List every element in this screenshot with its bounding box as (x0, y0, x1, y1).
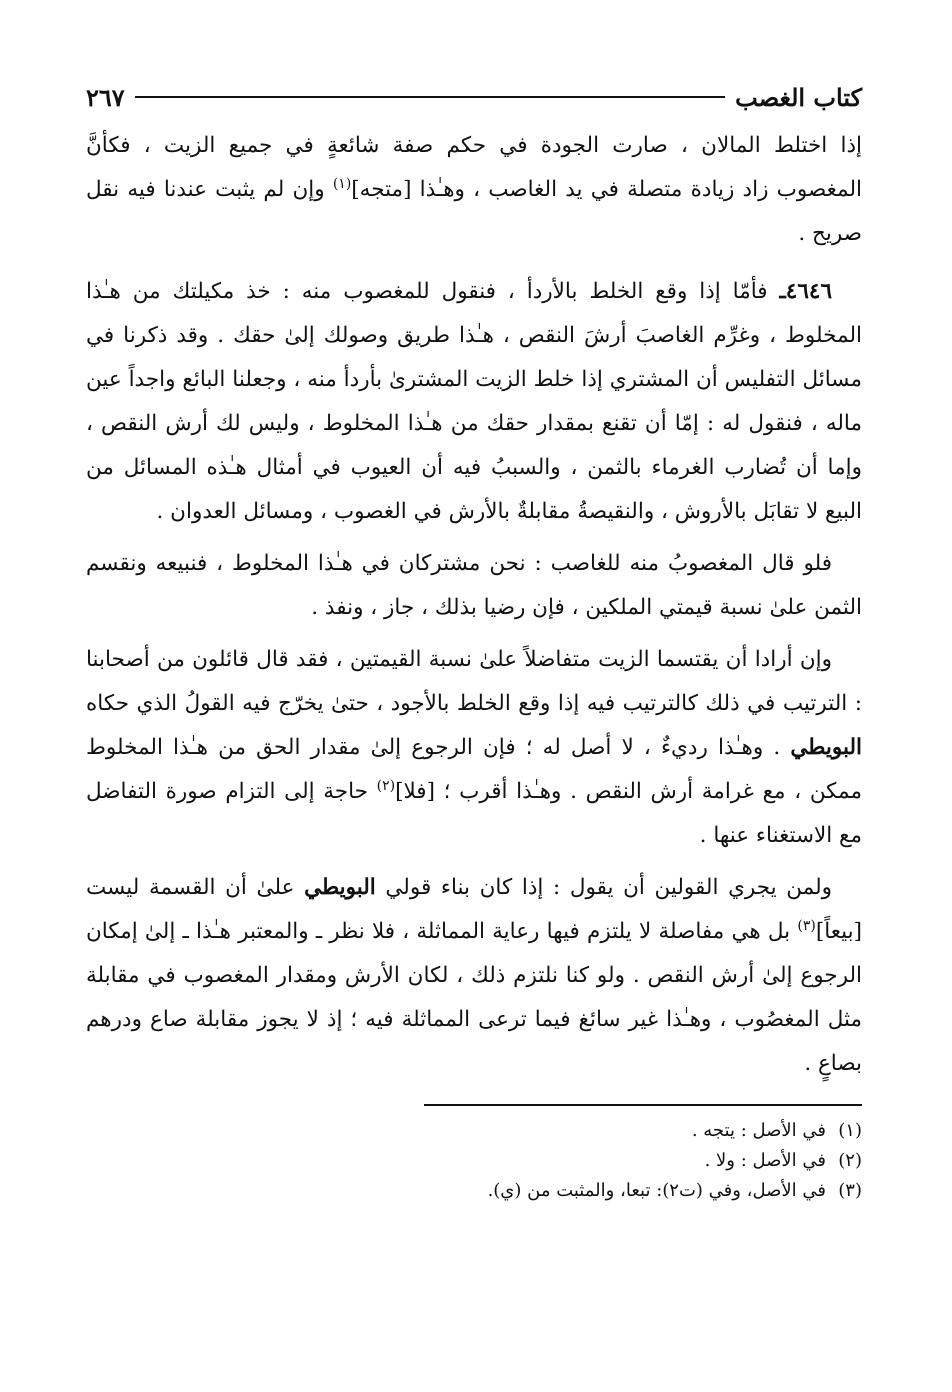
name-buwayti: البويطي (304, 875, 376, 900)
footnote-ref-2: (٢) (376, 777, 396, 794)
running-header (86, 70, 862, 124)
footnote-1: (١)في الأصل : يتجه . (691, 1119, 862, 1141)
chapter-title: كتاب الغصب (735, 82, 862, 112)
footnote-ref-1: (١) (332, 175, 352, 192)
header-rule (135, 96, 725, 98)
name-buwayti: البويطي (790, 735, 862, 760)
footnote-ref-3: (٣) (797, 917, 816, 934)
issue-number: ٤٦٤٦ـ (779, 279, 832, 304)
page-number: ٢٦٧ (86, 82, 125, 112)
footnote-divider (424, 1104, 862, 1106)
paragraph-5: ولمن يجري القولين أن يقول : إذا كان بناء قولي البويطي علىٰ أن القسمة ليست [بيعاً]$^{(٣)}$ بل هي مفاصلة لا يلتزم فيها رعاية المماثلة ، فلا نظر ـ والمعتبر هـٰذا ـ إلىٰ إمكان الرجوع إلىٰ أرش النقص . ولو كنا نلتزم ذلك ، لكان الأرش ومقدار المغصوب في مقابلة مثل المغصُوب ، وهـٰذا غير سائغ فيما ترعى المماثلة فيه ؛ إذ لا يجوز مقابلة صاع ودرهم بصاعٍ . (86, 875, 862, 1076)
paragraph-4: وإن أرادا أن يقتسما الزيت متفاضلاً علىٰ نسبة القيمتين ، فقد قال قائلون من أصحابنا : الترتيب في ذلك كالترتيب فيه إذا وقع الخلط بالأجود ، حتىٰ يخرّج فيه القولُ الذي حكاه البويطي . وهـٰذا رديءٌ ، لا أصل له ؛ فإن الرجوع إلىٰ مقدار الحق من هـٰذا المخلوط ممكن ، مع غرامة أرش النقص . وهـٰذا أقرب ؛ [فلا]$^{(٢)}$ حاجة إلى التزام صورة التفاضل مع الاستغناء عنها . (86, 647, 863, 848)
paragraph-4646: ٤٦٤٦ـ فأمّا إذا وقع الخلط بالأردأ ، فنقول للمغصوب منه : خذ مكيلتك من هـٰذا المخلوط ، وغرِّم الغاصبَ أرشَ النقص ، هـٰذا طريق وصولك إلىٰ حقك . وقد ذكرنا في مسائل التفليس أن المشتري إذا خلط الزيت المشترىٰ بأردأ منه ، وجعلنا البائع واجداً عين ماله ، فنقول له : إمّا أن تقنع بمقدار حقك من هـٰذا المخلوط ، وليس لك أرش النقص ، وإما أن تُضارب الغرماء بالثمن ، والسببُ فيه أن العيوب في أمثال هـٰذه المسائل من البيع لا تقابَل بالأروش ، والنقيصةُ مقابلةٌ بالأرش في الغصوب ، ومسائل العدوان . (86, 279, 862, 524)
footnote-2: (٢)في الأصل : ولا . (704, 1149, 862, 1171)
footnote-3: (٣)في الأصل، وفي (ت٢): تبعا، والمثبت من (ي). (487, 1179, 862, 1201)
paragraph-1: إذا اختلط المالان ، صارت الجودة في حكم صفة شائعةٍ في جميع الزيت ، فكأنَّ المغصوب زاد زيادة متصلة في يد الغاصب ، وهـٰذا [متجه]$^{(١)}$ وإن لم يثبت عندنا فيه نقل صريح . (86, 133, 862, 246)
page-body (86, 70, 862, 1206)
paragraph-3: فلو قال المغصوبُ منه للغاصب : نحن مشتركان في هـٰذا المخلوط ، فنبيعه ونقسم الثمن علىٰ نسبة قيمتي الملكين ، فإن رضيا بذلك ، جاز ، ونفذ . (86, 551, 862, 620)
